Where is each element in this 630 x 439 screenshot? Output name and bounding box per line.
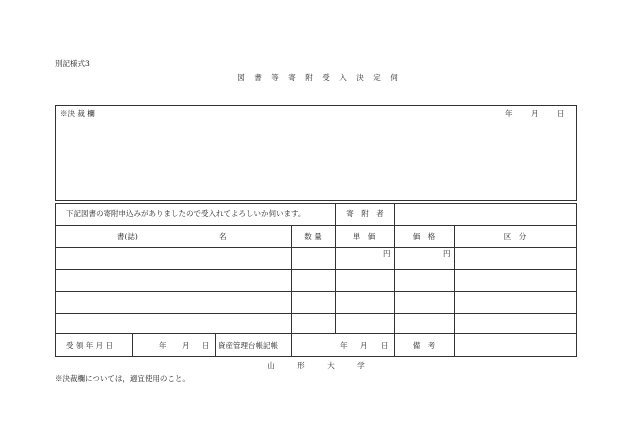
divider	[454, 333, 455, 357]
decision-label: ※決 裁 欄	[60, 109, 95, 118]
header-unit-price: 単 価	[352, 232, 376, 241]
divider	[335, 225, 336, 333]
page-title: 図 書 等 寄 附 受 入 決 定 伺	[237, 73, 399, 82]
decision-day: 日	[557, 109, 565, 118]
divider	[215, 333, 216, 357]
header-title-b: 名	[219, 232, 227, 241]
decision-box	[55, 105, 577, 201]
form-number: 別記様式3	[55, 59, 90, 68]
decision-month: 月	[531, 109, 539, 118]
ledger-month: 月	[360, 341, 368, 350]
header-category: 区 分	[503, 232, 527, 241]
divider	[454, 225, 455, 333]
ledger-year: 年	[340, 341, 348, 350]
footnote: ※決裁欄については，適宜使用のこと。	[55, 374, 190, 383]
divider	[132, 333, 133, 357]
donor-label: 寄 附 者	[346, 209, 384, 218]
received-month: 月	[182, 341, 190, 350]
decision-year: 年	[505, 109, 513, 118]
header-price: 価 格	[412, 232, 436, 241]
request-text: 下記図書の寄附申込みがありましたので受入れてよろしいか伺います。	[66, 209, 306, 218]
ledger-label: 資産管理台帳記帳	[218, 341, 278, 350]
ledger-day: 日	[381, 341, 389, 350]
header-title-a: 書(誌)	[117, 232, 138, 241]
divider	[55, 225, 577, 226]
divider	[55, 291, 577, 292]
yen-price: 円	[443, 249, 451, 258]
divider	[291, 225, 292, 333]
divider	[55, 247, 577, 248]
header-quantity: 数 量	[304, 232, 322, 241]
divider	[394, 225, 395, 333]
university-name: 山 形 大 学	[267, 361, 365, 370]
remarks-label: 備 考	[412, 341, 436, 350]
divider	[291, 333, 292, 357]
divider	[394, 203, 395, 225]
received-day: 日	[202, 341, 210, 350]
divider	[394, 333, 395, 357]
divider	[55, 333, 577, 334]
divider	[335, 203, 336, 225]
yen-unit-price: 円	[383, 249, 391, 258]
received-date-label: 受 領 年 月 日	[66, 341, 114, 350]
divider	[55, 269, 577, 270]
received-year: 年	[159, 341, 167, 350]
divider	[55, 313, 577, 314]
